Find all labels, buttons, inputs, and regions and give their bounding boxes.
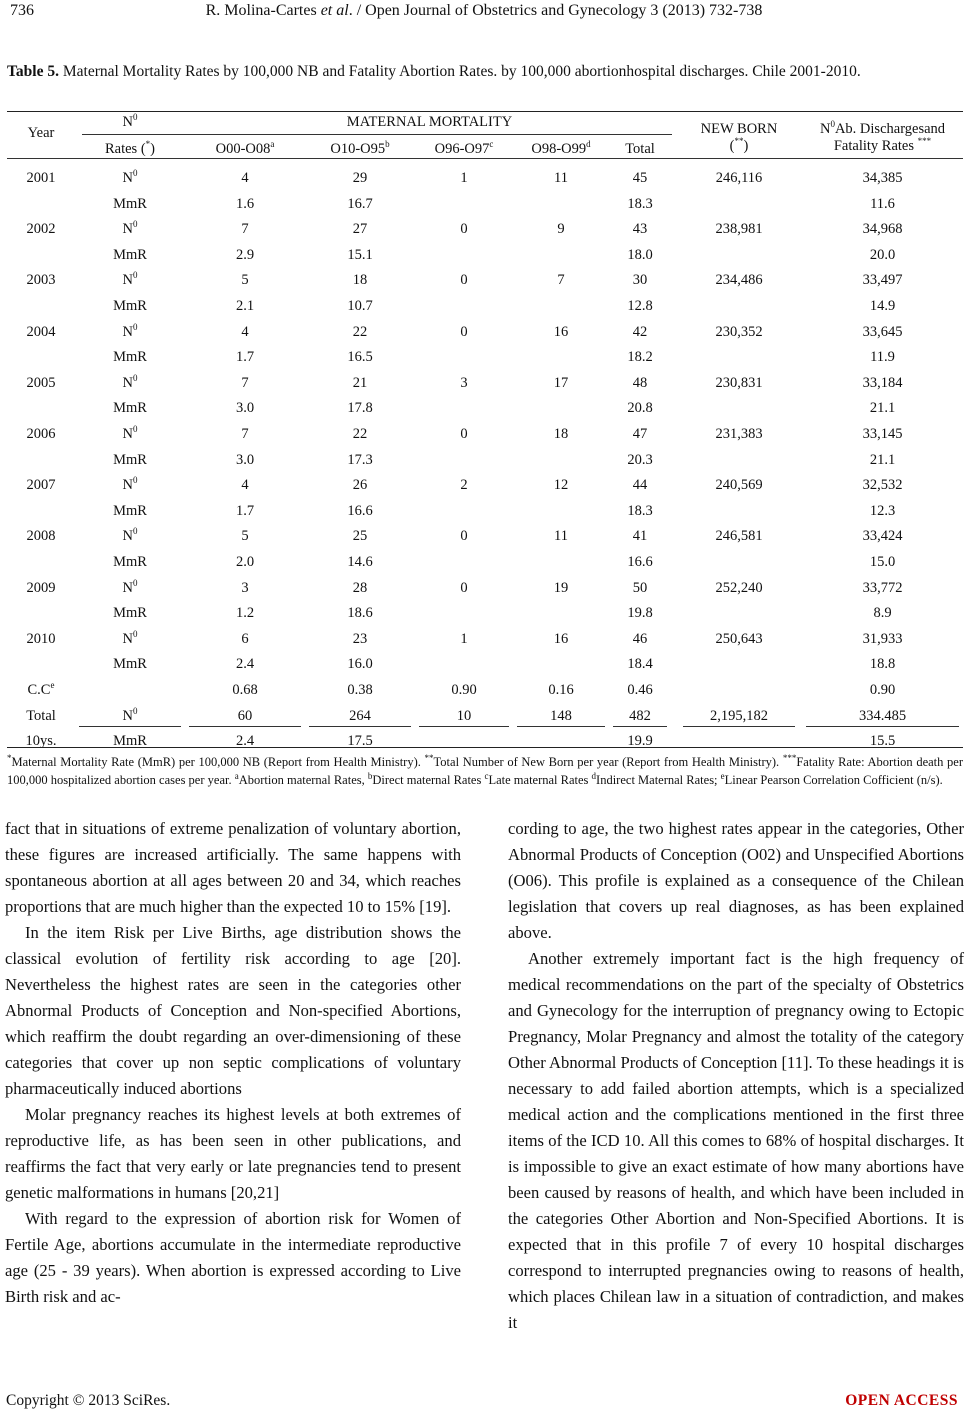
row-label: MmR xyxy=(113,554,147,570)
cell-o00: 1.6 xyxy=(235,195,255,212)
footnote-text: Total Number of New Born per year (Report from Health Ministry). xyxy=(433,755,783,769)
cell-o00: 2.4 xyxy=(235,656,255,673)
row-label: $N^0$ xyxy=(122,705,138,724)
page-number: 736 xyxy=(10,2,34,19)
cell-total: 46 xyxy=(632,630,648,647)
cell-ab: 34,968 xyxy=(862,221,903,238)
cell-total: 18.2 xyxy=(627,349,653,366)
cell-o98: 0.16 xyxy=(548,682,574,698)
header-o10-o95: O10-O95$^b$ xyxy=(330,139,390,157)
cell-ab: 12.3 xyxy=(869,502,896,519)
table-caption xyxy=(7,62,963,82)
cell-total: 47 xyxy=(632,426,648,442)
total-row-divider xyxy=(79,726,181,727)
running-head-authors: R. Molina-Cartes xyxy=(205,2,321,19)
cell-o98: 9 xyxy=(557,221,565,238)
cell-total: 20.3 xyxy=(627,451,653,468)
cell-o96: 10 xyxy=(456,707,472,724)
cell-o10: 21 xyxy=(352,374,368,391)
cell-o98: 19 xyxy=(553,579,569,596)
cell-o10: 17.8 xyxy=(347,400,373,417)
cell-o10: 15.1 xyxy=(347,246,373,263)
copyright: Copyright © 2013 SciRes. xyxy=(6,1392,171,1409)
cell-o10: 29 xyxy=(352,170,368,186)
cell-total: 12.8 xyxy=(627,298,653,314)
table-top-rule xyxy=(7,111,963,112)
header-total: Total xyxy=(625,141,655,157)
cell-o96: 2 xyxy=(460,477,468,494)
cell-o96: 0 xyxy=(460,323,468,340)
cell-o96: 0.90 xyxy=(451,682,477,698)
row-year: 2008 xyxy=(26,528,56,545)
row-label: $N^0$ xyxy=(122,321,138,340)
cell-o00: 2.4 xyxy=(235,733,255,750)
cell-o00: 5 xyxy=(241,272,249,289)
header-o00-o08: O00-O08$^a$ xyxy=(215,139,275,157)
header-bottom-rule xyxy=(7,158,963,159)
cell-ab: 33,145 xyxy=(862,426,903,442)
row-label: MmR xyxy=(113,605,147,622)
cell-o00: 2.0 xyxy=(235,554,255,570)
cell-o98: 16 xyxy=(553,630,569,647)
table-footnote xyxy=(7,753,963,789)
body-paragraph: fact that in situations of extreme penalization of voluntary abortion, these figures are increased artificially. The same happens with spontaneous abortion at all ages between 20 and 34, which reaches proportions that are much higher than the expected 10 to 15% [19]. xyxy=(5,819,461,916)
cell-o00: 7 xyxy=(241,374,249,391)
cell-o00: 60 xyxy=(237,707,253,724)
cell-ab: 34,385 xyxy=(862,170,903,186)
row-year: Total xyxy=(26,707,56,724)
cell-o00: 0.68 xyxy=(232,682,258,698)
cell-total: 45 xyxy=(632,170,648,186)
body-column-right xyxy=(508,816,964,1336)
cell-o10: 18.6 xyxy=(347,605,373,622)
running-head-journal: . / Open Journal of Obstetrics and Gynecology 3 (2013) 732-738 xyxy=(348,2,763,19)
row-label: $N^0$ xyxy=(122,372,138,391)
footnote-marker: e xyxy=(720,770,725,781)
cell-total: 18.0 xyxy=(627,246,653,263)
row-label: $N^0$ xyxy=(122,526,138,545)
footnote-marker: c xyxy=(484,770,489,781)
cell-o00: 1.2 xyxy=(235,605,255,622)
row-label: $N^0$ xyxy=(122,577,138,596)
footnote-marker: d xyxy=(591,770,597,781)
cell-o10: 10.7 xyxy=(347,298,373,314)
cell-o00: 2.9 xyxy=(235,246,255,263)
cell-o98: 11 xyxy=(554,170,568,186)
footnote-marker: ** xyxy=(424,752,434,763)
cell-o98: 7 xyxy=(557,272,565,289)
cell-total: 41 xyxy=(632,528,648,545)
cell-o10: 16.6 xyxy=(347,502,373,519)
body-paragraph: cording to age, the two highest rates appear in the categories, Other Abnormal Products of Conception (O02) and Unspecified Abortions (O06). This profile is explained as a consequence of the Chilean legislation that covers up real diagnoses, as has been explained above. xyxy=(508,819,964,942)
table-caption-text: Maternal Mortality Rates by 100,000 NB and Fatality Abortion Rates. by 100,000 abortionhospital discharges. Chile 2001-2010. xyxy=(58,63,861,80)
cell-o10: 22 xyxy=(352,426,368,442)
cell-nb: 234,486 xyxy=(715,272,763,289)
row-label: MmR xyxy=(113,298,147,314)
cell-o00: 3.0 xyxy=(235,400,255,417)
body-paragraph: In the item Risk per Live Births, age distribution shows the classical evolution of fertility risk according to age [20]. Nevertheless the highest rates are seen in the categories other Abnormal Products of Conception and Non-specified Abortions, which reaffirm the doubt regarding an over-dimensioning of these categories that cover up non septic complications of voluntary pharmaceutically induced abortions xyxy=(5,923,461,1098)
cell-ab: 33,184 xyxy=(862,374,903,391)
cell-o96: 1 xyxy=(460,170,468,186)
cell-o98: 16 xyxy=(553,323,569,340)
cell-o10: 18 xyxy=(352,272,368,289)
header-o98-o99: O98-O99$^d$ xyxy=(531,139,591,157)
cell-o00: 4 xyxy=(241,323,249,340)
cell-nb: 252,240 xyxy=(715,579,763,596)
cell-ab: 11.6 xyxy=(870,195,895,212)
cell-o98: 17 xyxy=(553,374,569,391)
cell-o96: 0 xyxy=(460,426,468,442)
cell-o10: 0.38 xyxy=(347,682,373,698)
row-year: 2009 xyxy=(26,579,56,596)
cell-nb: 238,981 xyxy=(715,221,763,238)
row-label: $N^0$ xyxy=(122,424,138,442)
total-row-divider xyxy=(806,726,959,727)
row-year: 2007 xyxy=(26,477,56,494)
cell-o98: 12 xyxy=(553,477,569,494)
cell-total: 19.9 xyxy=(627,733,653,750)
cell-ab: 33,424 xyxy=(862,528,903,545)
running-header xyxy=(0,0,968,30)
cell-o00: 3 xyxy=(241,579,249,596)
total-row-divider xyxy=(517,726,605,727)
cell-total: 19.8 xyxy=(627,605,653,622)
cell-o00: 2.1 xyxy=(235,298,255,314)
footnote-text: Linear Pearson Correlation Cofficient (n/s). xyxy=(724,773,943,787)
cell-total: 44 xyxy=(632,477,648,494)
cell-ab: 21.1 xyxy=(869,400,896,417)
cell-o10: 264 xyxy=(349,707,371,724)
cell-total: 18.4 xyxy=(627,656,653,673)
header-newborn-note: (**) xyxy=(729,136,749,154)
body-column-left xyxy=(5,816,461,1310)
cell-o96: 0 xyxy=(460,528,468,545)
cell-ab: 334.485 xyxy=(858,707,907,724)
cell-nb: 240,569 xyxy=(715,477,763,494)
cell-o10: 26 xyxy=(352,477,368,494)
cell-ab: 15.0 xyxy=(869,554,896,570)
cell-total: 50 xyxy=(632,579,648,596)
row-year: 2001 xyxy=(26,170,56,186)
row-year: 2002 xyxy=(26,221,56,238)
row-label: MmR xyxy=(113,246,147,263)
row-year: 2010 xyxy=(26,630,56,647)
row-year: 10ys. xyxy=(25,733,57,750)
cell-o00: 1.7 xyxy=(235,502,255,519)
running-head-etal: et al xyxy=(320,2,349,19)
row-label: $N^0$ xyxy=(122,270,138,289)
cell-ab: 33,772 xyxy=(862,579,903,596)
cell-total: 18.3 xyxy=(627,502,653,519)
cell-total: 0.46 xyxy=(627,682,653,698)
footnote-marker: b xyxy=(367,770,373,781)
total-row-divider xyxy=(309,726,411,727)
cell-ab: 33,497 xyxy=(862,272,903,289)
footnote-marker: * xyxy=(7,752,12,763)
row-label: MmR xyxy=(113,195,147,212)
table-caption-label: Table 5. xyxy=(7,63,59,80)
cell-ab: 20.0 xyxy=(869,246,896,263)
row-label: $N^0$ xyxy=(122,628,138,647)
cell-o10: 16.5 xyxy=(347,349,373,366)
cell-o00: 7 xyxy=(241,221,249,238)
footnote-text: Abortion maternal Rates, xyxy=(238,773,368,787)
cell-ab: 32,532 xyxy=(862,477,903,494)
cell-o96: 0 xyxy=(460,221,468,238)
cell-o98: 148 xyxy=(550,707,572,724)
header-divider xyxy=(82,134,672,135)
footnote-text: Late maternal Rates xyxy=(488,773,592,787)
cell-ab: 21.1 xyxy=(869,451,896,468)
cell-ab: 18.8 xyxy=(869,656,896,673)
footnote-text: Direct maternal Rates xyxy=(372,773,485,787)
header-maternal-mortality: MATERNAL MORTALITY xyxy=(346,114,513,130)
cell-total: 43 xyxy=(632,221,648,238)
cell-ab: 11.9 xyxy=(870,349,895,366)
cell-total: 42 xyxy=(632,323,648,340)
header-n0: $N^0$ xyxy=(122,112,138,130)
header-rates: Rates (*) xyxy=(104,139,155,157)
body-paragraph: With regard to the expression of abortion risk for Women of Fertile Age, abortions accumulate in the intermediate reproductive age (25 - 39 years). When abortion is expressed according to Live Birth risk and ac- xyxy=(5,1209,461,1306)
cell-o10: 27 xyxy=(352,221,368,238)
cell-ab: 31,933 xyxy=(862,630,903,647)
footnote-text: Indirect Maternal Rates; xyxy=(596,773,721,787)
running-head xyxy=(0,2,968,20)
total-row-divider xyxy=(189,726,301,727)
footnote-marker: a xyxy=(234,770,239,781)
row-label: MmR xyxy=(113,733,147,750)
cell-o10: 17.3 xyxy=(347,451,373,468)
cell-o00: 4 xyxy=(241,170,249,186)
cell-ab: 0.90 xyxy=(869,682,896,698)
cell-o00: 3.0 xyxy=(235,451,255,468)
body-paragraph: Another extremely important fact is the high frequency of medical recommendations on the part of the specialty of Obstetrics and Gynecology for the interruption of pregnancy owing to Ectopic Pregnancy, Molar Pregnancy and almost the totality of the category Other Abnormal Products of Conception [11]. To these headings it is necessary to add failed abortion attempts, which is a specialized medical action and the complications mentioned in the first three items of the ICD 10. All this comes to 68% of hospital discharges. It is impossible to give an exact estimate of how many abortions have been caused by reasons of health, and which have been included in the categories Other Abortion and Non-Specified Abortions. It is expected that in this profile 7 of every 10 hospital discharges correspond to interrupted pregnancies owing to reasons of health, which places Chilean law in a situation of contradiction, and makes it xyxy=(508,949,964,1332)
header-newborn: NEW BORN xyxy=(700,121,778,137)
body-paragraph: Molar pregnancy reaches its highest levels at both extremes of reproductive life, as has been seen in other publications, and reaffirms the fact that very early or late pregnancies tend to present genetic malformations in humans [20,21] xyxy=(5,1105,461,1202)
cell-o10: 17.5 xyxy=(347,733,373,750)
row-label: $N^0$ xyxy=(122,168,138,186)
footnote-marker: *** xyxy=(782,752,797,763)
cell-total: 18.3 xyxy=(627,195,653,212)
cell-o10: 22 xyxy=(352,323,368,340)
cell-ab: 14.9 xyxy=(869,298,896,314)
cell-ab: 15.5 xyxy=(869,733,896,750)
cell-nb: 250,643 xyxy=(715,630,763,647)
cell-o10: 28 xyxy=(352,579,368,596)
cell-nb: 246,581 xyxy=(715,528,763,545)
total-row-divider xyxy=(683,726,795,727)
cell-o00: 7 xyxy=(241,426,249,442)
cell-total: 16.6 xyxy=(627,554,653,570)
cell-nb: 230,352 xyxy=(715,323,763,340)
cell-o00: 1.7 xyxy=(235,349,255,366)
open-access-label: OPEN ACCESS xyxy=(845,1392,958,1409)
header-ab-discharges: $N^0Ab$. Dischargesand xyxy=(819,119,946,137)
cell-total: 482 xyxy=(629,707,651,724)
cell-o96: 0 xyxy=(460,272,468,289)
row-year: 2005 xyxy=(26,374,56,391)
cell-nb: 2,195,182 xyxy=(710,707,768,724)
row-year: 2004 xyxy=(26,323,56,340)
cell-total: 48 xyxy=(632,374,648,391)
cell-nb: 230,831 xyxy=(715,374,763,391)
total-row-divider xyxy=(419,726,509,727)
row-label: MmR xyxy=(113,400,147,417)
cell-o00: 4 xyxy=(241,477,249,494)
cell-o98: 18 xyxy=(553,426,569,442)
total-row-divider xyxy=(613,726,667,727)
header-year: Year xyxy=(27,125,55,141)
row-label: MmR xyxy=(113,502,147,519)
header-o96-o97: O96-O97$^c$ xyxy=(434,139,494,157)
cell-o00: 5 xyxy=(241,528,249,545)
row-year: C.Ce xyxy=(27,680,55,698)
row-label: MmR xyxy=(113,349,147,366)
cell-o10: 14.6 xyxy=(347,554,373,570)
cell-o00: 6 xyxy=(241,630,249,647)
cell-o96: 1 xyxy=(460,630,468,647)
cell-ab: 8.9 xyxy=(873,605,892,622)
cell-o98: 11 xyxy=(554,528,568,545)
row-year: 2006 xyxy=(26,426,56,442)
cell-o10: 16.7 xyxy=(347,195,373,212)
cell-o10: 23 xyxy=(352,630,368,647)
cell-nb: 246,116 xyxy=(715,170,763,186)
cell-total: 30 xyxy=(632,272,648,289)
cell-ab: 33,645 xyxy=(862,323,903,340)
row-year: 2003 xyxy=(26,272,56,289)
row-label: $N^0$ xyxy=(122,475,138,494)
row-label: MmR xyxy=(113,656,147,673)
footnote-text: Maternal Mortality Rate (MmR) per 100,000 NB (Report from Health Ministry). xyxy=(11,755,425,769)
cell-nb: 231,383 xyxy=(715,426,763,442)
row-label: $N^0$ xyxy=(122,219,138,238)
footnote-text: Fatality Rate: Abortion death per 100,000 hospitalized abortion cases per year. xyxy=(7,755,964,787)
row-label: MmR xyxy=(113,451,147,468)
header-fatality-rates: Fatality Rates *** xyxy=(833,136,932,154)
cell-total: 20.8 xyxy=(627,400,653,417)
table-bottom-rule xyxy=(7,747,963,748)
cell-o96: 3 xyxy=(460,374,468,391)
cell-o10: 25 xyxy=(352,528,368,545)
cell-o96: 0 xyxy=(460,579,468,596)
cell-o10: 16.0 xyxy=(347,656,373,673)
